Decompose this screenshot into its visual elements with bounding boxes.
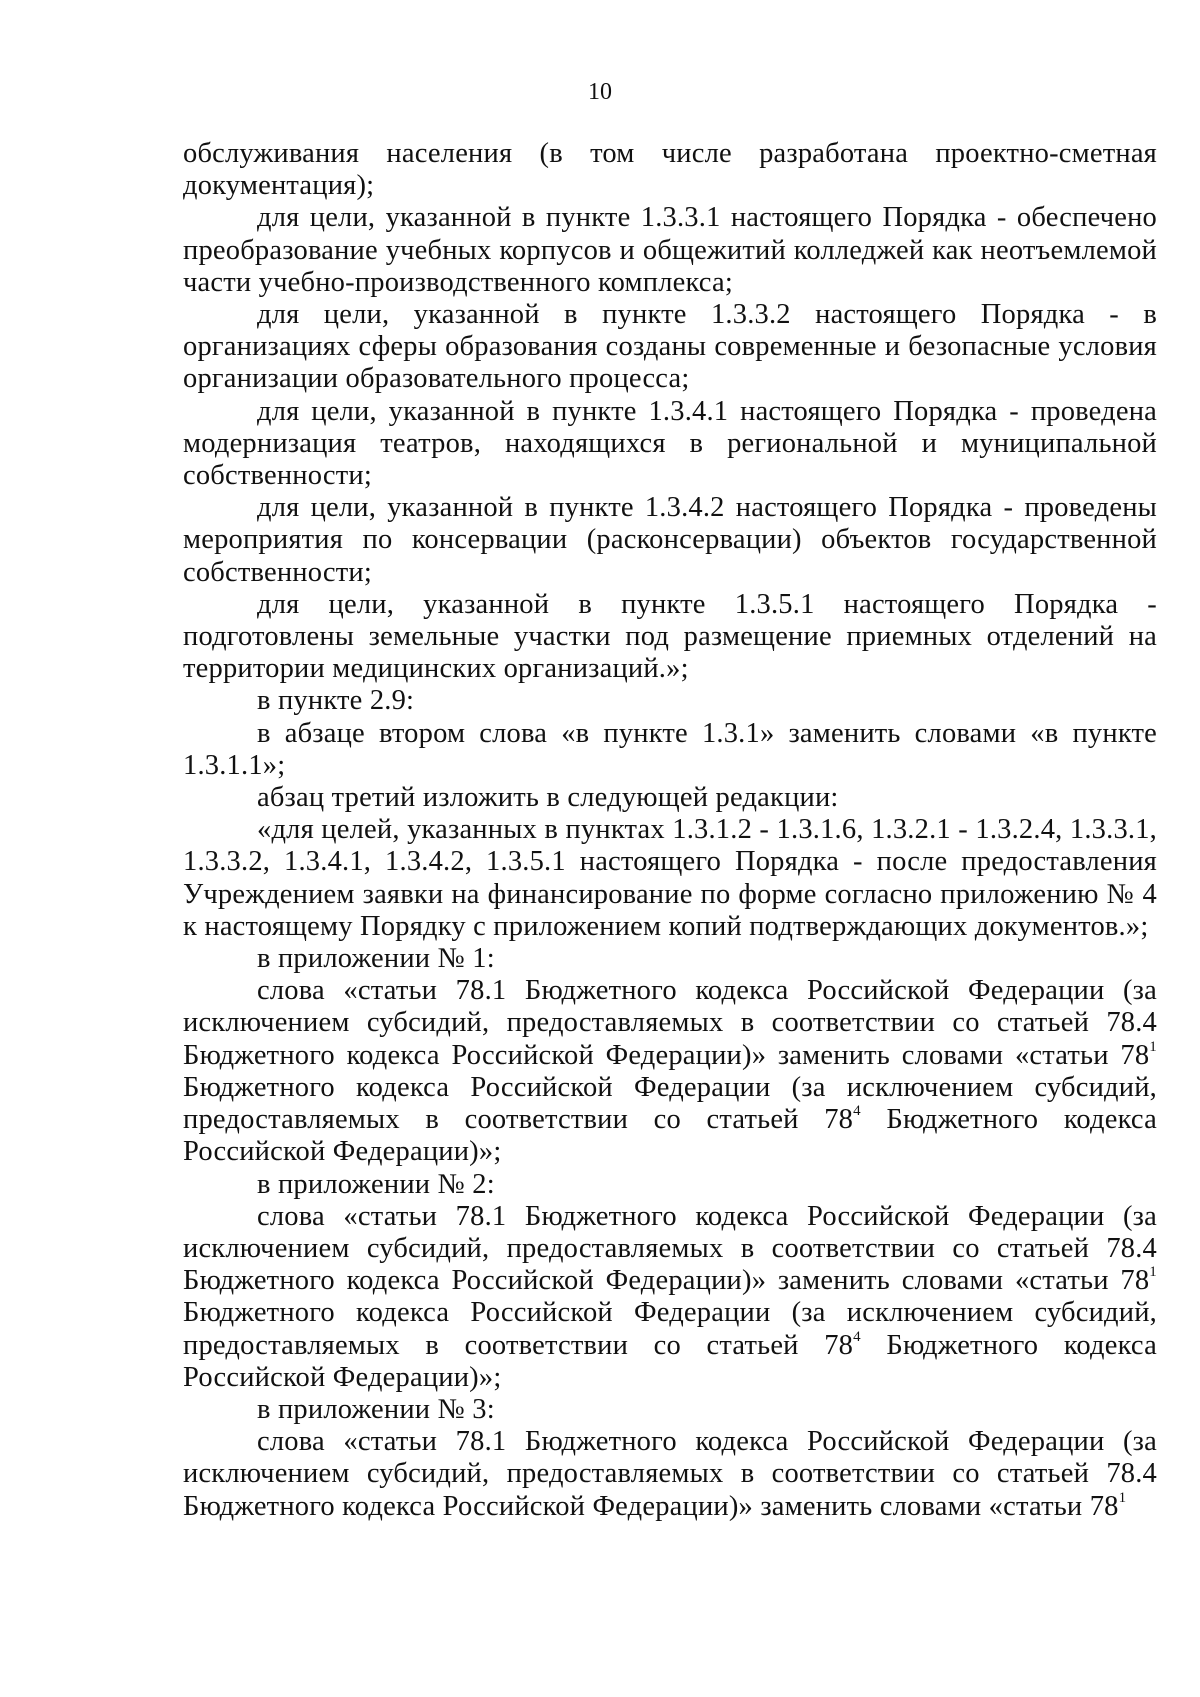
paragraph: для цели, указанной в пункте 1.3.5.1 настоящего Порядка - подготовлены земельные участки под размещение приемных отделений на территории медицинских организаций.»; <box>183 588 1157 685</box>
text-segment: Бюджетного кодекса Российской Федерации)»; <box>183 1104 1157 1168</box>
superscript: 1 <box>1149 1038 1157 1055</box>
superscript: 4 <box>853 1328 861 1345</box>
text-segment: слова «статьи 78.1 Бюджетного кодекса Российской Федерации (за исключением субсидий, предоставляемых в соответствии со статьей 78.4 Бюджетного кодекса Российской Федерации)» заменить словами «статьи 78 <box>183 1200 1157 1297</box>
paragraph: в приложении № 1: <box>257 943 495 975</box>
superscript: 1 <box>1149 1264 1157 1281</box>
paragraph-with-superscripts <box>183 1426 1157 1523</box>
text-segment: слова «статьи 78.1 Бюджетного кодекса Российской Федерации (за исключением субсидий, предоставляемых в соответствии со статьей 78.4 Бюджетного кодекса Российской Федерации)» заменить словами «статьи 78 <box>183 975 1157 1071</box>
superscript: 4 <box>853 1103 861 1120</box>
paragraph: в приложении № 2: <box>257 1168 495 1200</box>
paragraph: для цели, указанной в пункте 1.3.3.2 настоящего Порядка - в организациях сферы образования созданы современные и безопасные условия организации образовательного процесса; <box>183 299 1157 395</box>
document-body <box>183 138 1157 1523</box>
page-number: 10 <box>588 79 612 105</box>
paragraph: абзац третий изложить в следующей редакции: <box>257 782 839 814</box>
text-segment: Бюджетного кодекса Российской Федерации (за исключением субсидий, предоставляемых в соответствии со статьей 78 <box>183 1071 1157 1136</box>
paragraph: обслуживания населения (в том числе разработана проектно-сметная документация); <box>183 138 1157 202</box>
paragraph: для цели, указанной в пункте 1.3.4.1 настоящего Порядка - проведена модернизация театров, находящихся в региональной и муниципальной собственности; <box>183 395 1157 492</box>
superscript: 1 <box>1118 1489 1127 1506</box>
paragraph: для цели, указанной в пункте 1.3.3.1 настоящего Порядка - обеспечено преобразование учебных корпусов и общежитий колледжей как неотъемлемой части учебно-производственного комплекса; <box>183 202 1157 298</box>
text-segment: Бюджетного кодекса Российской Федерации (за исключением субсидий, предоставляемых в соответствии со статьей 78 <box>183 1297 1157 1361</box>
paragraph: «для целей, указанных в пунктах 1.3.1.2 - 1.3.1.6, 1.3.2.1 - 1.3.2.4, 1.3.3.1, 1.3.3.2, 1.3.4.1, 1.3.4.2, 1.3.5.1 настоящего Порядка - после предоставления Учреждением заявки на финансирование по форме согласно приложению № 4 к настоящему Порядку с приложением копий подтверждающих документов.»; <box>183 814 1157 942</box>
text-segment: Бюджетного кодекса Российской Федерации)»; <box>183 1329 1157 1393</box>
paragraph-with-superscripts <box>183 1201 1157 1394</box>
paragraph: в приложении № 3: <box>257 1393 495 1425</box>
paragraph: для цели, указанной в пункте 1.3.4.2 настоящего Порядка - проведены мероприятия по консервации (расконсервации) объектов государственной собственности; <box>183 492 1157 588</box>
paragraph-with-superscripts <box>183 975 1157 1168</box>
text-segment: слова «статьи 78.1 Бюджетного кодекса Российской Федерации (за исключением субсидий, предоставляемых в соответствии со статьей 78.4 Бюджетного кодекса Российской Федерации)» заменить словами «статьи 78 <box>183 1426 1157 1522</box>
paragraph: в абзаце втором слова «в пункте 1.3.1» заменить словами «в пункте 1.3.1.1»; <box>183 717 1157 781</box>
paragraph: в пункте 2.9: <box>257 685 415 717</box>
